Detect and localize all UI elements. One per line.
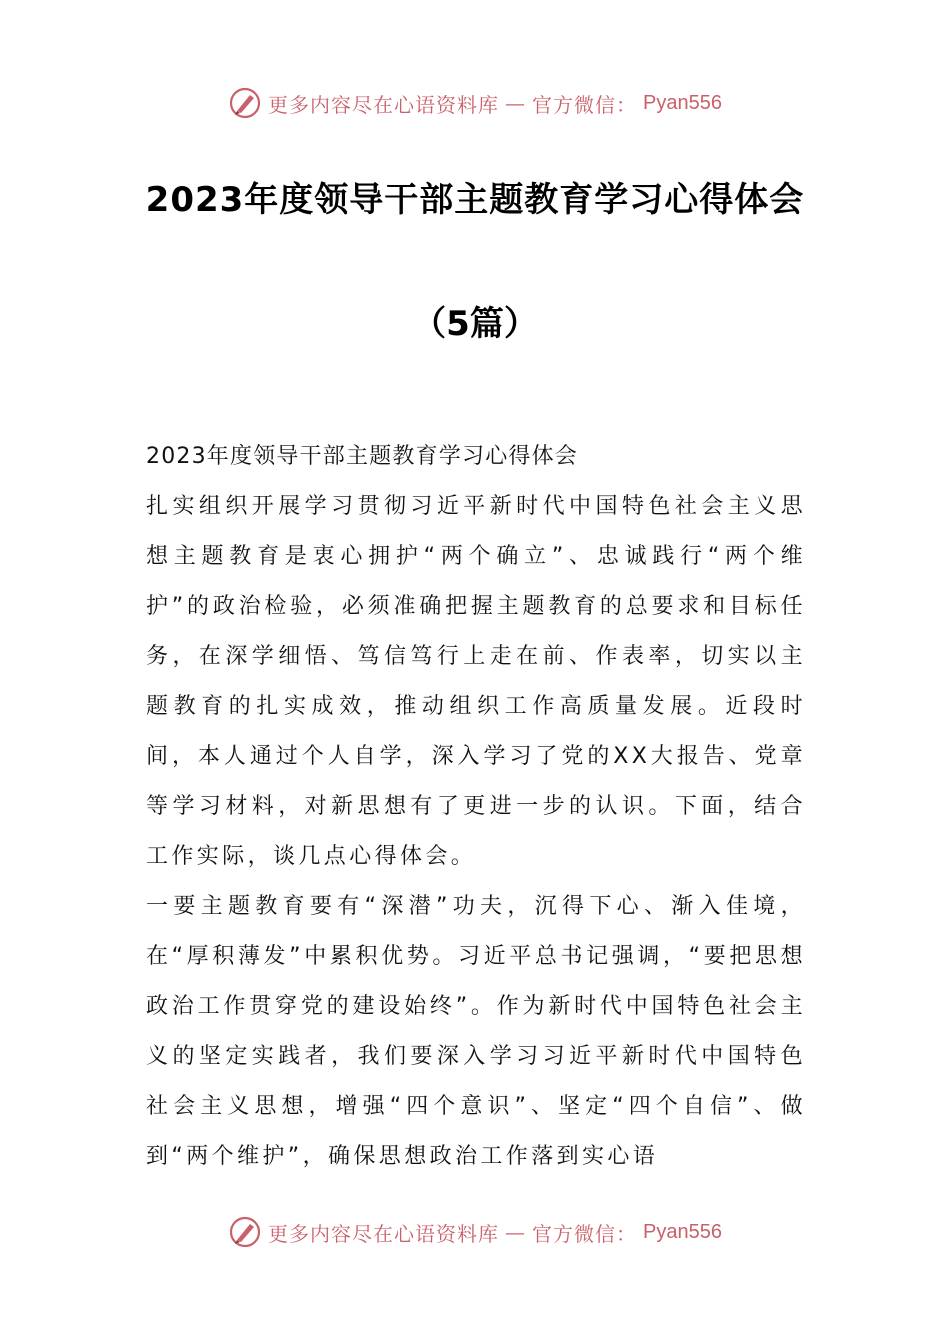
document-subtitle: （5篇） bbox=[412, 304, 538, 344]
watermark-text: 更多内容尽在心语资料库 bbox=[268, 1221, 500, 1246]
paragraph: 一要主题教育要有“深潜”功夫，沉得下心、渐入佳境，在“厚积薄发”中累积优势。习近平总书记强调，“要把思想政治工作贯穿党的建设始终”。作为新时代中国特色社会主义的坚定实践者，我们要深入学习习近平新时代中国特色社会主义思想，增强“四个意识”、坚定“四个自信”、做到“两个维护”，确保思想政治工作落到实心语 bbox=[146, 894, 806, 1169]
section-heading: 2023年度领导干部主题教育学习心得体会 bbox=[146, 444, 578, 469]
watermark-wechat-id: Pyan556 bbox=[643, 91, 722, 114]
pen-logo-icon bbox=[228, 1215, 262, 1249]
pen-logo-icon bbox=[228, 86, 262, 120]
watermark-official-label: 官方微信： bbox=[532, 1221, 638, 1246]
watermark-official-label: 官方微信： bbox=[532, 92, 638, 117]
document-body bbox=[146, 432, 806, 1182]
header-watermark bbox=[0, 86, 950, 120]
watermark-separator: — bbox=[505, 91, 527, 115]
document-title: 2023年度领导干部主题教育学习心得体会 bbox=[145, 180, 805, 220]
footer-watermark bbox=[0, 1215, 950, 1249]
watermark-separator: — bbox=[505, 1220, 527, 1244]
watermark-wechat-id: Pyan556 bbox=[643, 1220, 722, 1243]
paragraph: 扎实组织开展学习贯彻习近平新时代中国特色社会主义思想主题教育是衷心拥护“两个确立”、忠诚践行“两个维护”的政治检验，必须准确把握主题教育的总要求和目标任务，在深学细悟、笃信笃行上走在前、作表率，切实以主题教育的扎实成效，推动组织工作高质量发展。近段时间，本人通过个人自学，深入学习了党的XX大报告、党章等学习材料，对新思想有了更进一步的认识。下面，结合工作实际，谈几点心得体会。 bbox=[146, 494, 806, 869]
watermark-text: 更多内容尽在心语资料库 bbox=[268, 92, 500, 117]
